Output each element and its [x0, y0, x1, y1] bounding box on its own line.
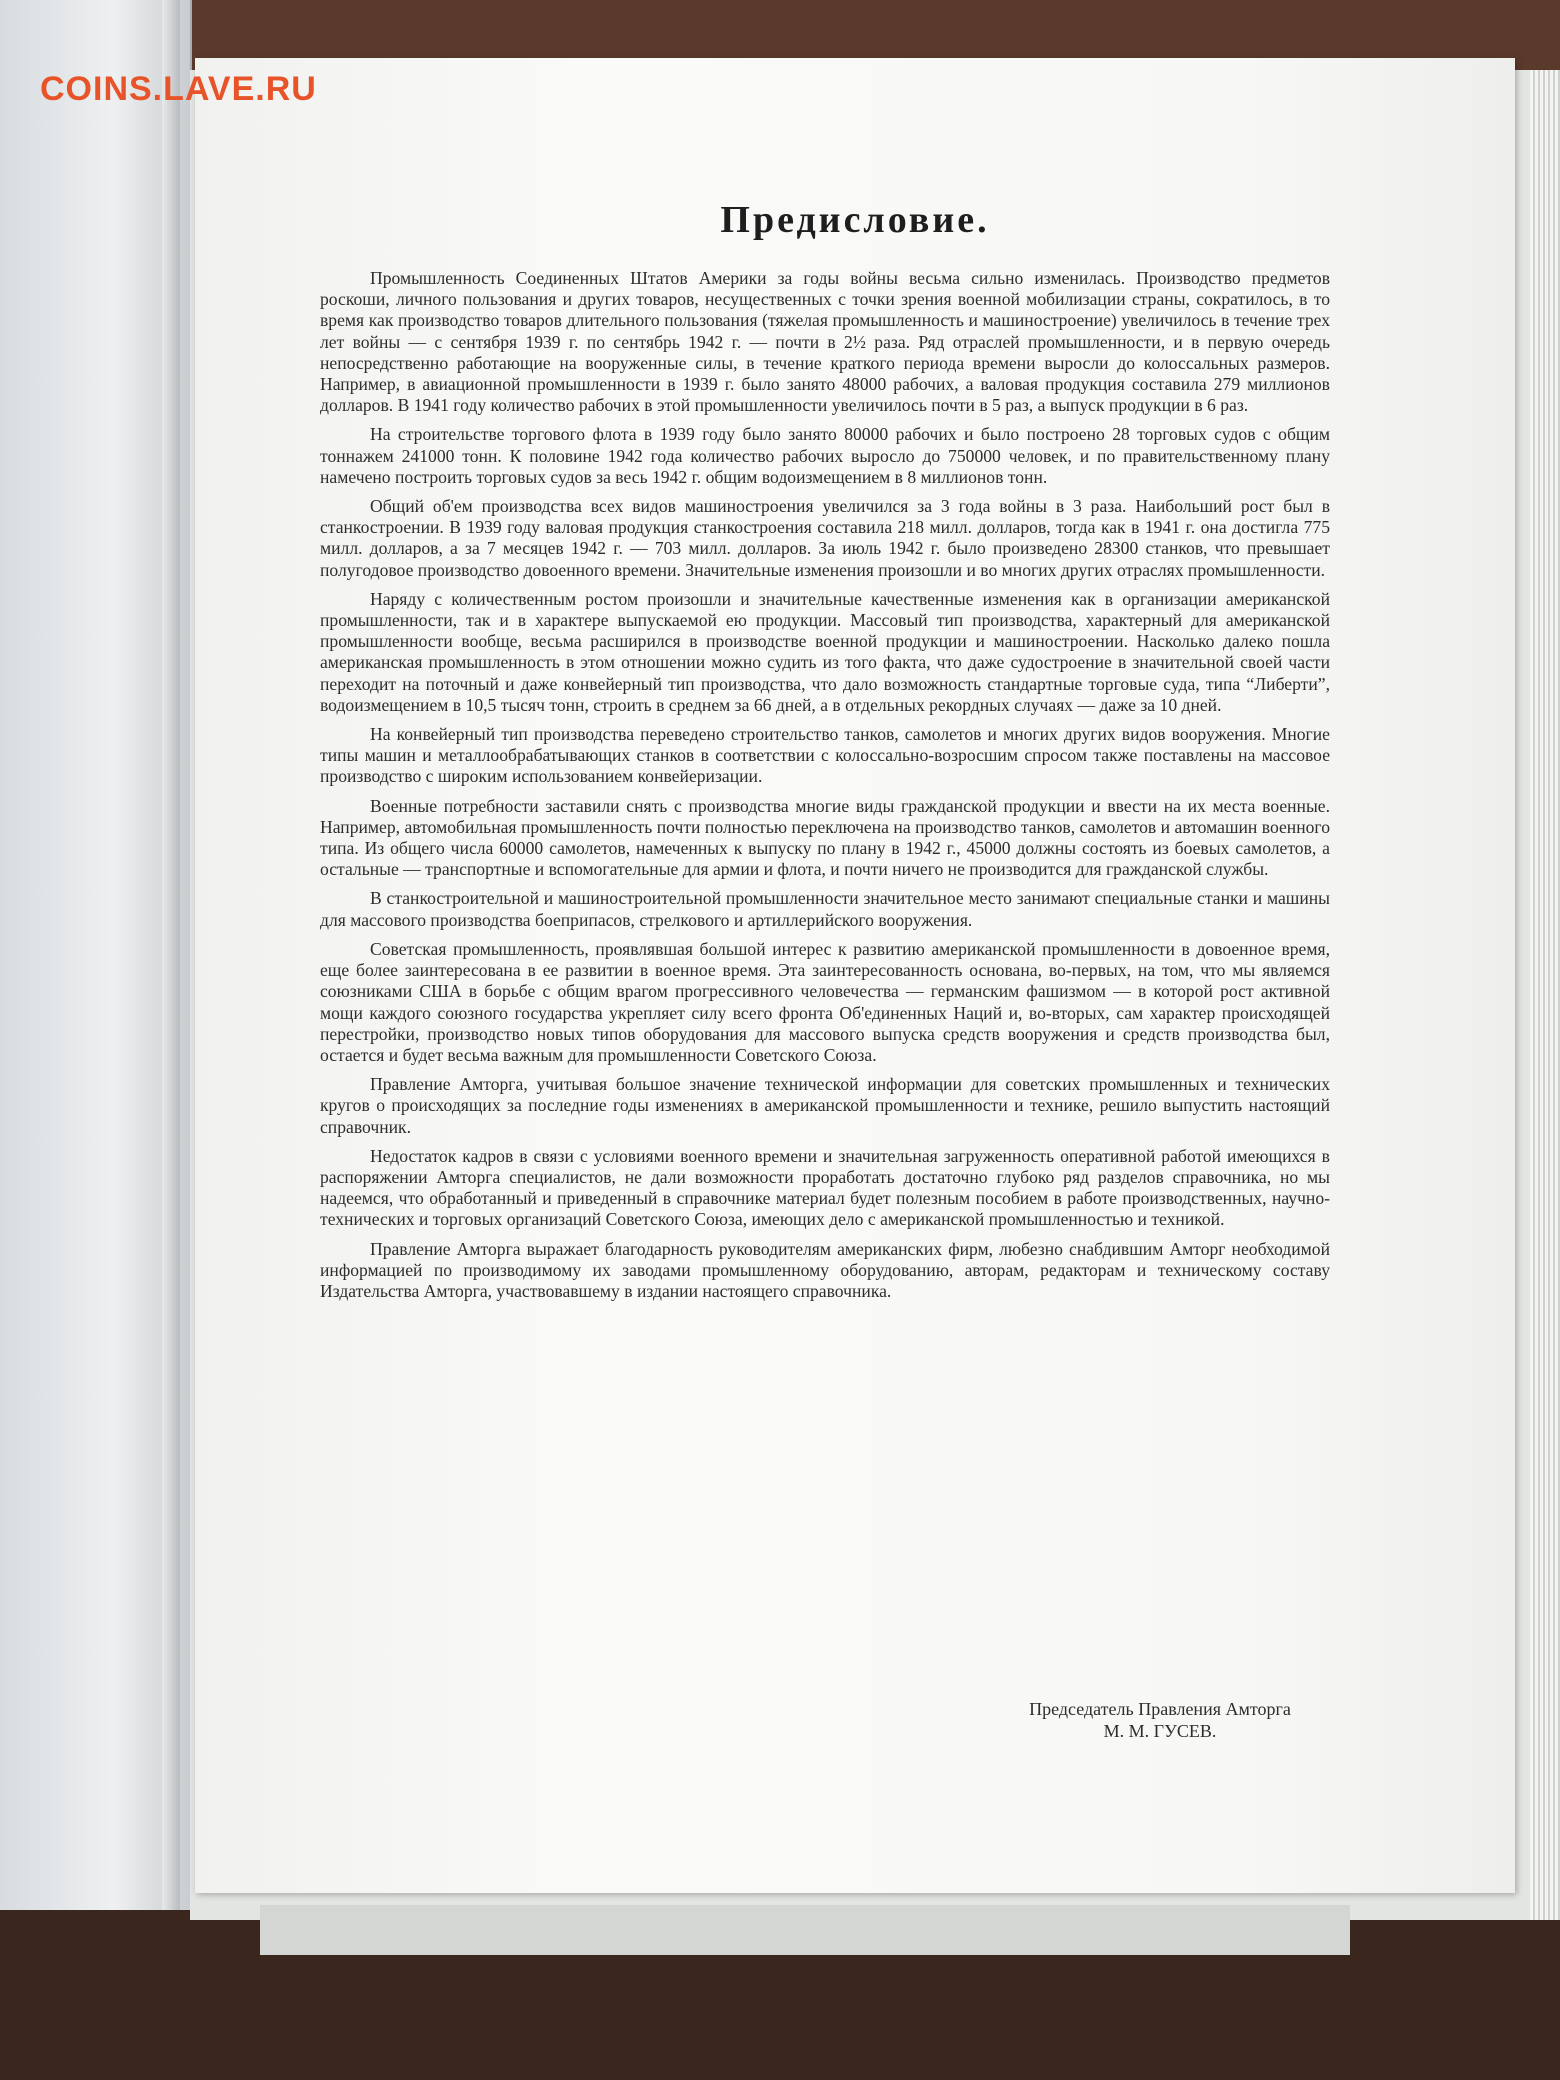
- book-binding: [162, 0, 180, 1910]
- signature-position: Председатель Правления Амторга: [1029, 1699, 1291, 1719]
- paragraph-1: Промышленность Соединенных Штатов Америки за годы войны весьма сильно изменилась. Производство предметов роскоши, личного пользования и других товаров, несущественных с точки зрения военной мобилизации страны, сократилось, в то время как производство товаров длительного пользования (тяжелая промышленность и машиностроение) увеличилось в течение трех лет войны — с сентября 1939 г. по сентябрь 1942 г. — почти в 2½ раза. Ряд отраслей промышленности, и в первую очередь непосредственно работающие на вооруженные силы, в течение краткого периода времени выросли до колоссальных размеров. Например, в авиационной промышленности в 1939 г. было занято 48000 рабочих, а валовая продукция составила 279 миллионов долларов. В 1941 году количество рабочих в этой промышленности увеличилось почти в 5 раз, а выпуск продукции в 6 раз.: [320, 268, 1330, 416]
- paragraph-8: Советская промышленность, проявлявшая большой интерес к развитию американской промышленности в довоенное время, еще более заинтересована в ее развитии в военное время. Эта заинтересованность основана, во-первых, на том, что мы являемся союзниками США в борьбе с общим врагом прогрессивного человечества — германским фашизмом — в которой рост активной мощи каждого союзного государства укрепляет силу всего фронта Об'единенных Наций и, во-вторых, сам характер происходящей перестройки, производство новых типов оборудования для массового выпуска средств вооружения и средств производства был, остается и будет весьма важным для промышленности Советского Союза.: [320, 938, 1330, 1065]
- paragraph-7: В станкостроительной и машиностроительной промышленности значительное место занимают специальные станки и машины для массового производства боеприпасов, стрелкового и артиллерийского вооружения.: [320, 888, 1330, 930]
- paragraph-5: На конвейерный тип производства переведено строительство танков, самолетов и многих других видов вооружения. Многие типы машин и металлообрабатывающих станков в соответствии с колоссально-возросшим спросом также поставлены на массовое производство с широким использованием конвейеризации.: [320, 724, 1330, 787]
- paragraph-2: На строительстве торгового флота в 1939 году было занято 80000 рабочих и было построено 28 торговых судов с общим тоннажем 241000 тонн. К половине 1942 года количество рабочих выросло до 750000 человек, и по правительственному плану намечено построить торговых судов за весь 1942 г. общим водоизмещением в 8 миллионов тонн.: [320, 424, 1330, 487]
- page-edges: [1530, 70, 1560, 1920]
- watermark: COINS.LAVE.RU: [40, 70, 317, 108]
- signature-name: М. М. ГУСЕВ.: [1103, 1721, 1217, 1741]
- paragraph-9: Правление Амторга, учитывая большое значение технической информации для советских промышленных и технических кругов о происходящих за последние годы изменениях в американской промышленности и технике, решило выпустить настоящий справочник.: [320, 1074, 1330, 1137]
- signature-block: [975, 1698, 1345, 1742]
- paragraph-11: Правление Амторга выражает благодарность руководителям американских фирм, любезно снабдившим Амторг необходимой информацией по производимому их заводами промышленному оборудованию, авторам, редакторам и техническому составу Издательства Амторга, участвовавшему в издании настоящего справочника.: [320, 1238, 1330, 1301]
- document-body: [320, 268, 1330, 1310]
- paragraph-6: Военные потребности заставили снять с производства многие виды гражданской продукции и ввести на их места военные. Например, автомобильная промышленность почти полностью переключена на производство танков, самолетов и автомашин военного типа. Из общего числа 60000 самолетов, намеченных к выпуску по плану в 1942 г., 45000 должны состоять из боевых самолетов, а остальные — транспортные и вспомогательные для армии и флота, и почти ничего не производится для гражданской службы.: [320, 795, 1330, 880]
- paragraph-10: Недостаток кадров в связи с условиями военного времени и значительная загруженность оперативной работой имеющихся в распоряжении Амторга специалистов, не дали возможности проработать достаточно глубоко ряд разделов справочника, но мы надеемся, что обработанный и приведенный в справочнике материал будет полезным пособием в работе производственных, научно-технических и торговых организаций Советского Союза, имеющих дело с американской промышленностью и техникой.: [320, 1145, 1330, 1230]
- paragraph-4: Наряду с количественным ростом произошли и значительные качественные изменения как в организации американской промышленности, так и в характере выпускаемой ею продукции. Массовый тип производства, характерный для американской промышленности вообще, весьма расширился в производстве военной продукции и машиностроении. Насколько далеко пошла американская промышленность в этом отношении можно судить из того факта, что даже судостроение в значительной своей части переходит на поточный и даже конвейерный тип производства, что дало возможность стандартные торговые суда, типа “Либерти”, водоизмещением в 10,5 тысяч тонн, строить в среднем за 66 дней, а в отдельных рекордных случаях — даже за 10 дней.: [320, 588, 1330, 715]
- left-page-stack: [0, 0, 192, 1910]
- document-page: [195, 58, 1515, 1893]
- page-title: Предисловие.: [720, 199, 990, 241]
- lower-sheet: [260, 1905, 1350, 1955]
- paragraph-3: Общий об'ем производства всех видов машиностроения увеличился за 3 года войны в 3 раза. Наибольший рост был в станкостроении. В 1939 году валовая продукция станкостроения составила 218 милл. долларов, тогда как в 1941 г. она достигла 775 милл. долларов, а за 7 месяцев 1942 г. — 703 милл. долларов. За июль 1942 г. было произведено 28300 станков, что превышает полугодовое производство довоенного времени. Значительные изменения произошли и во многих других отраслях промышленности.: [320, 496, 1330, 580]
